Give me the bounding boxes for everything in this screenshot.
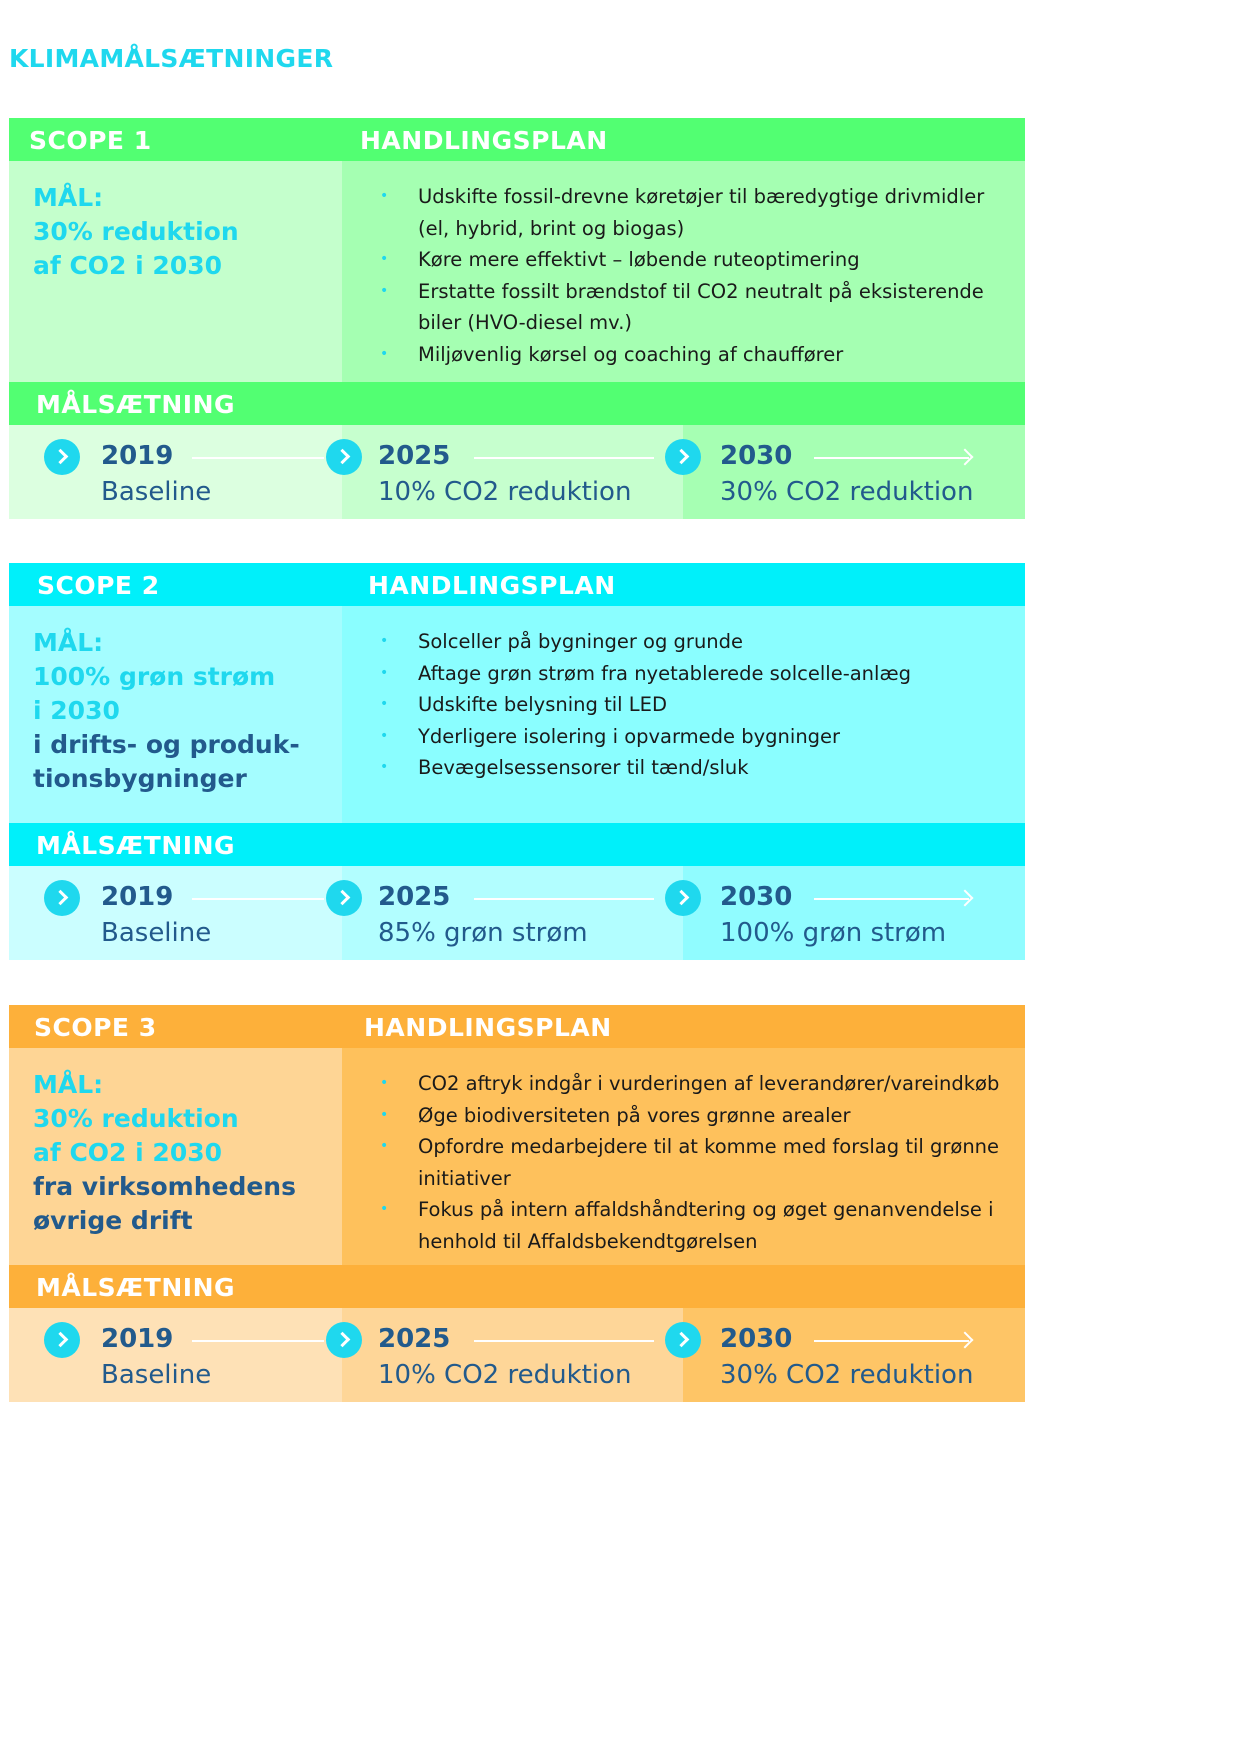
plan-label: HANDLINGSPLAN [364,1013,612,1042]
goal-box [9,161,342,382]
timeline-year: 2019 [101,1324,174,1354]
timeline-description: Baseline [101,1360,212,1390]
timeline-year: 2030 [720,441,793,471]
plan-item: • Erstatte fossilt brændstof til CO2 neutralt på eksisterende biler (HVO-diesel mv.) [380,276,1005,339]
scope-header [9,118,1025,161]
timeline-connector [474,898,654,900]
timeline-connector [192,1340,324,1342]
timeline-connector [474,457,654,459]
plan-item: • Bevægelsessensorer til tænd/sluk [380,752,1005,784]
timeline-arrow-line [814,1340,969,1342]
plan-item: • Udskifte belysning til LED [380,689,1005,721]
timeline-step-2019 [9,1308,342,1402]
scope-body [9,161,1025,382]
goal-label: MÅL: [33,183,104,212]
milestone-label: MÅLSÆTNING [36,390,236,419]
milestone-header [9,823,1025,866]
timeline-step-2025 [342,425,683,519]
scope-section-3 [9,1005,1025,1402]
goal-scope-line: i drifts- og produk- [33,730,300,759]
scope-header [9,563,1025,606]
timeline-step-2030 [683,1308,1025,1402]
plan-item: • Fokus på intern affaldshåndtering og øget genanvendelse i henhold til Affaldsbekendtgørelsen [380,1194,1005,1257]
goal-label: MÅL: [33,1070,104,1099]
timeline-step-2025 [342,1308,683,1402]
timeline-description: 10% CO2 reduktion [378,1360,632,1390]
chevron-right-icon [44,1322,80,1358]
timeline-year: 2030 [720,882,793,912]
timeline-connector [192,898,324,900]
timeline-step-2030 [683,866,1025,960]
milestone-timeline [9,425,1025,519]
chevron-right-icon [326,880,362,916]
timeline-year: 2025 [378,1324,451,1354]
timeline-year: 2025 [378,882,451,912]
scope-section-1 [9,118,1025,519]
milestone-timeline [9,866,1025,960]
scope-body [9,1048,1025,1265]
plan-item: • Miljøvenlig kørsel og coaching af chauffører [380,339,1005,371]
timeline-description: 10% CO2 reduktion [378,477,632,507]
goal-scope-line: øvrige drift [33,1206,193,1235]
timeline-description: 30% CO2 reduktion [720,477,974,507]
action-plan-list [380,626,1005,784]
timeline-connector [474,1340,654,1342]
timeline-description: Baseline [101,477,212,507]
scope-label: SCOPE 3 [34,1013,157,1042]
plan-label: HANDLINGSPLAN [368,571,616,600]
plan-item: • Aftage grøn strøm fra nyetablerede solcelle-anlæg [380,658,1005,690]
chevron-right-icon [665,880,701,916]
plan-item: • CO2 aftryk indgår i vurderingen af leverandører/vareindkøb [380,1068,1005,1100]
scope-header [9,1005,1025,1048]
timeline-year: 2019 [101,441,174,471]
scope-label: SCOPE 2 [37,571,160,600]
chevron-right-icon [44,439,80,475]
timeline-step-2019 [9,425,342,519]
action-plan [342,606,1025,823]
goal-box [9,1048,342,1265]
goal-target-year: af CO2 i 2030 [33,251,223,280]
action-plan [342,161,1025,382]
milestone-label: MÅLSÆTNING [36,1273,236,1302]
chevron-right-icon [326,439,362,475]
goal-label: MÅL: [33,628,104,657]
timeline-description: 30% CO2 reduktion [720,1360,974,1390]
plan-item: • Yderligere isolering i opvarmede bygninger [380,721,1005,753]
milestone-header [9,382,1025,425]
timeline-description: 85% grøn strøm [378,918,588,948]
timeline-year: 2030 [720,1324,793,1354]
goal-target-year: af CO2 i 2030 [33,1138,223,1167]
action-plan-list [380,181,1005,370]
timeline-step-2025 [342,866,683,960]
milestone-timeline [9,1308,1025,1402]
plan-item: • Øge biodiversiteten på vores grønne arealer [380,1100,1005,1132]
timeline-description: 100% grøn strøm [720,918,947,948]
arrow-right-icon [957,890,974,907]
plan-item: • Køre mere effektivt – løbende ruteoptimering [380,244,1005,276]
scope-body [9,606,1025,823]
scope-label: SCOPE 1 [29,126,152,155]
timeline-connector [192,457,324,459]
scope-section-2 [9,563,1025,960]
milestone-header [9,1265,1025,1308]
action-plan-list [380,1068,1005,1257]
plan-item: • Solceller på bygninger og grunde [380,626,1005,658]
plan-label: HANDLINGSPLAN [360,126,608,155]
goal-scope-line: tionsbygninger [33,764,247,793]
chevron-right-icon [665,439,701,475]
timeline-arrow-line [814,457,969,459]
goal-scope-line: fra virksomhedens [33,1172,296,1201]
timeline-step-2030 [683,425,1025,519]
plan-item: • Udskifte fossil-drevne køretøjer til bæredygtige drivmidler (el, hybrid, brint og biogas) [380,181,1005,244]
timeline-step-2019 [9,866,342,960]
timeline-arrow-line [814,898,969,900]
chevron-right-icon [44,880,80,916]
arrow-right-icon [957,449,974,466]
goal-target: 30% reduktion [33,217,239,246]
milestone-label: MÅLSÆTNING [36,831,236,860]
plan-item: • Opfordre medarbejdere til at komme med forslag til grønne initiativer [380,1131,1005,1194]
chevron-right-icon [665,1322,701,1358]
timeline-year: 2025 [378,441,451,471]
action-plan [342,1048,1025,1265]
goal-target: 100% grøn strøm [33,662,276,691]
chevron-right-icon [326,1322,362,1358]
goal-target: 30% reduktion [33,1104,239,1133]
goal-target-year: i 2030 [33,696,120,725]
goal-box [9,606,342,823]
timeline-description: Baseline [101,918,212,948]
page-title: KLIMAMÅLSÆTNINGER [9,44,334,73]
timeline-year: 2019 [101,882,174,912]
arrow-right-icon [957,1332,974,1349]
